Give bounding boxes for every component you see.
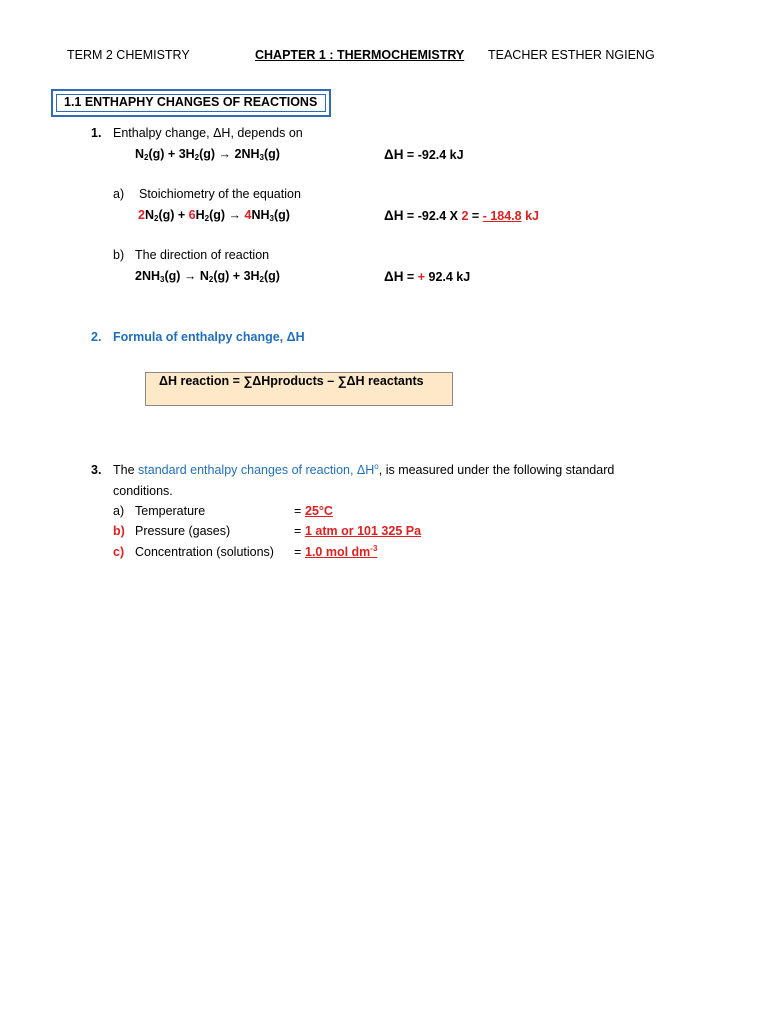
item3-text bbox=[113, 463, 614, 477]
eq-sub: 2 bbox=[204, 214, 210, 223]
condition-c-label: c) bbox=[113, 545, 125, 559]
condition-c-eq: = bbox=[294, 545, 302, 559]
item2-number: 2. bbox=[91, 330, 102, 344]
section-title: 1.1 ENTHAPHY CHANGES OF REACTIONS bbox=[64, 95, 318, 109]
item1a-equation bbox=[138, 208, 290, 222]
eq-part: N bbox=[135, 147, 145, 161]
eq-part: (g) + 3H bbox=[213, 269, 260, 283]
delta-h-pre: = -92.4 X bbox=[403, 209, 462, 223]
delta-h-label: ΔH bbox=[384, 147, 404, 162]
item1a-label: a) bbox=[113, 187, 125, 201]
eq-part: (g) → 2NH bbox=[199, 147, 260, 161]
item1b-enthalpy bbox=[384, 269, 470, 284]
eq-part: (g) bbox=[264, 147, 280, 161]
eq-part: (g) + bbox=[158, 208, 189, 222]
item1-enthalpy bbox=[384, 147, 464, 162]
eq-part: H bbox=[195, 208, 205, 222]
eq-sub: 3 bbox=[259, 153, 264, 162]
eq-sub: 3 bbox=[160, 275, 165, 284]
eq-part: N bbox=[144, 208, 154, 222]
item1a-enthalpy bbox=[384, 208, 539, 223]
condition-a-eq: = bbox=[294, 504, 302, 518]
formula-text: ΔH reaction = ∑ΔHproducts – ∑ΔH reactants bbox=[159, 374, 424, 388]
eq-sub: 2 bbox=[259, 275, 264, 284]
section-title-box bbox=[51, 89, 331, 117]
header-teacher: TEACHER ESTHER NGIENG bbox=[488, 48, 655, 62]
item3-number: 3. bbox=[91, 463, 102, 477]
item2-title: Formula of enthalpy change, ΔH bbox=[113, 330, 305, 344]
item3-text-line2: conditions. bbox=[113, 484, 173, 498]
sign: + bbox=[417, 270, 426, 284]
delta-h-value: = -92.4 kJ bbox=[403, 148, 464, 162]
delta-h-label: ΔH bbox=[384, 208, 404, 223]
item3-highlight: standard enthalpy changes of reaction, ΔH bbox=[138, 463, 375, 477]
eq-part: NH bbox=[251, 208, 270, 222]
header-term: TERM 2 CHEMISTRY bbox=[67, 48, 190, 62]
coef-n2: 2 bbox=[138, 208, 145, 222]
eq-part: (g) bbox=[273, 208, 290, 222]
result-unit: kJ bbox=[521, 209, 539, 223]
item3-text-pre: The bbox=[113, 463, 139, 477]
condition-c-value-text: 1.0 mol dm bbox=[305, 545, 371, 559]
eq-part: (g) + 3H bbox=[148, 147, 195, 161]
condition-b-label: b) bbox=[113, 524, 125, 538]
item1b-text: The direction of reaction bbox=[135, 248, 270, 262]
coef-h2: 6 bbox=[188, 208, 196, 222]
eq-sub: 2 bbox=[153, 214, 159, 223]
eq-sub: 2 bbox=[144, 153, 149, 162]
condition-b-eq: = bbox=[294, 524, 302, 538]
eq-sub: 3 bbox=[269, 214, 274, 223]
condition-b-value: 1 atm or 101 325 Pa bbox=[305, 524, 422, 538]
item1-number: 1. bbox=[91, 126, 102, 140]
condition-c-name: Concentration (solutions) bbox=[135, 545, 274, 559]
eq-part: 2NH bbox=[135, 269, 161, 283]
coef-nh3: 4 bbox=[244, 208, 252, 222]
factor: 2 bbox=[461, 209, 469, 223]
eq-part: (g) → bbox=[209, 208, 245, 222]
formula-box bbox=[145, 372, 453, 406]
condition-b-name: Pressure (gases) bbox=[135, 524, 231, 538]
item1-text: Enthalpy change, ΔH, depends on bbox=[113, 126, 303, 140]
equals: = bbox=[403, 270, 418, 284]
condition-a-name: Temperature bbox=[135, 504, 206, 518]
result-value: - 184.8 bbox=[482, 209, 522, 223]
item1b-label: b) bbox=[113, 248, 125, 262]
item3-text-post: , is measured under the following standard bbox=[378, 463, 615, 477]
delta-h-label: ΔH bbox=[384, 269, 404, 284]
condition-a-value: 25°C bbox=[305, 504, 333, 518]
eq-part: (g) bbox=[264, 269, 280, 283]
condition-c-value-sup: -3 bbox=[370, 544, 378, 553]
eq-part: (g) → N bbox=[164, 269, 209, 283]
equals: = bbox=[468, 209, 483, 223]
eq-sub: 2 bbox=[208, 275, 214, 284]
degree-mark: o bbox=[374, 462, 379, 471]
eq-sub: 2 bbox=[194, 153, 200, 162]
delta-h-value: 92.4 kJ bbox=[425, 270, 471, 284]
item1a-text: Stoichiometry of the equation bbox=[139, 187, 301, 201]
condition-c-value bbox=[305, 545, 377, 559]
condition-a-label: a) bbox=[113, 504, 125, 518]
item1-equation bbox=[135, 147, 280, 161]
header-chapter: CHAPTER 1 : THERMOCHEMISTRY bbox=[255, 48, 465, 62]
item1b-equation bbox=[135, 269, 280, 283]
